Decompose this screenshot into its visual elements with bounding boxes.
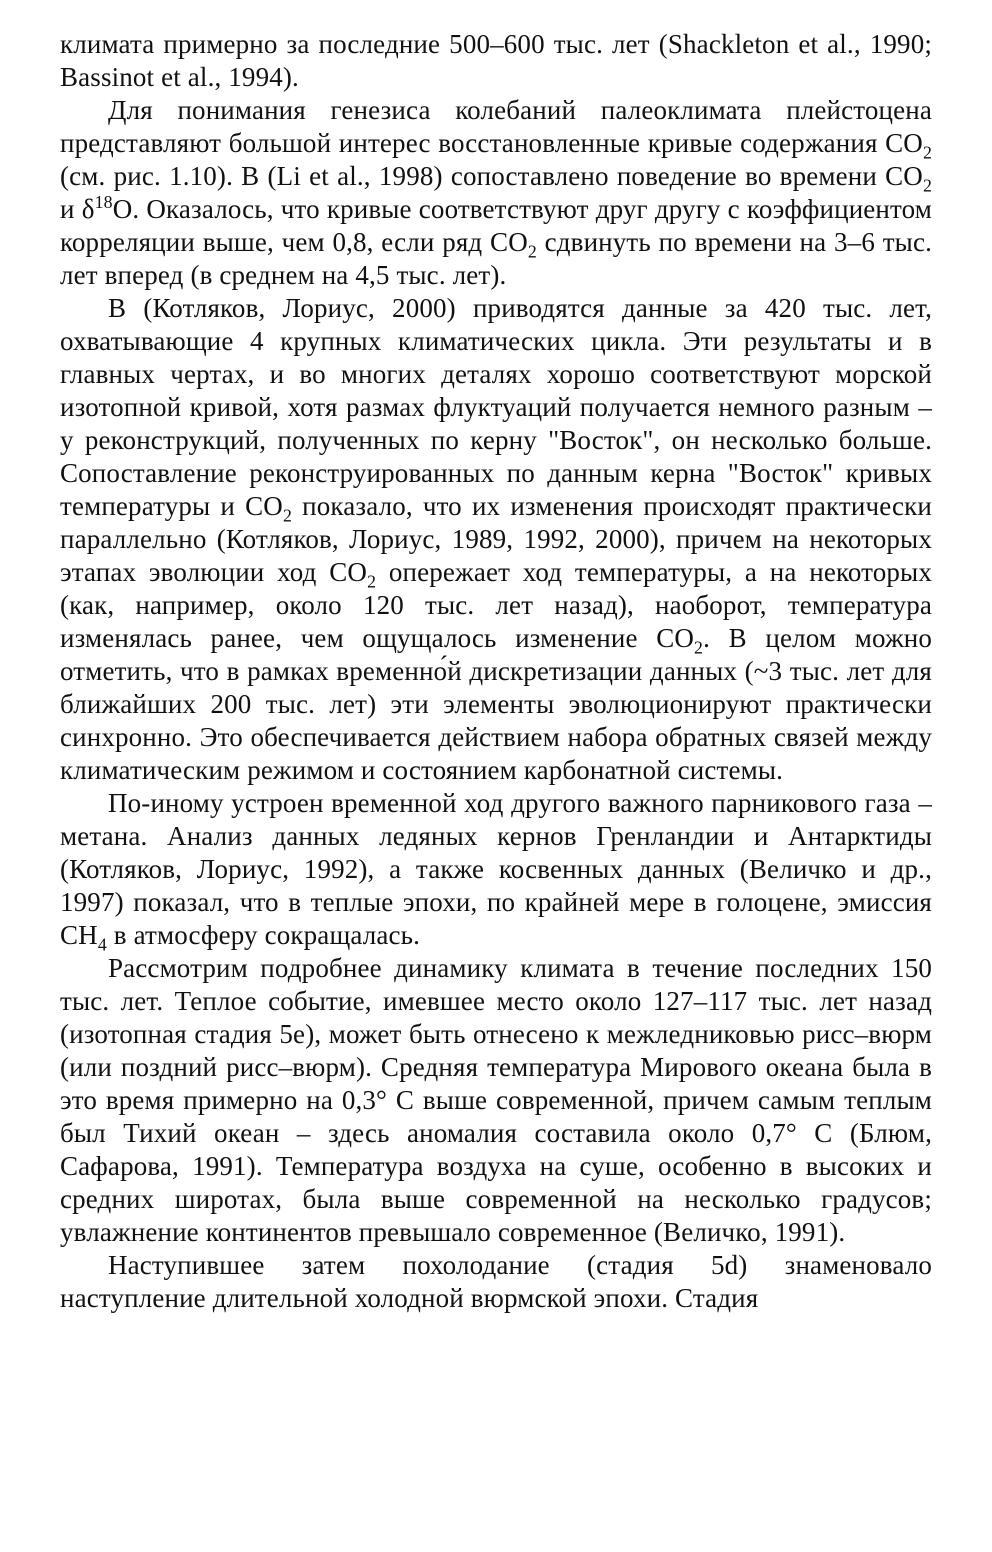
text-run: сдвинуть по времени на 3–6 тыс. лет вперед (в среднем на 4,5 тыс. лет). <box>60 227 932 290</box>
text-run: Наступившее затем похолодание (стадия 5d) знаменовало наступление длительной холодной вюрмской эпохи. Стадия <box>60 1250 932 1313</box>
paragraph <box>60 952 932 1249</box>
subscript: 2 <box>694 637 704 658</box>
paragraph <box>60 1249 932 1315</box>
text-run: В (Котляков, Лориус, 2000) приводятся данные за 420 тыс. лет, охватывающие 4 крупных климатических цикла. Эти результаты и в главных чертах, и во многих деталях хорошо соответствуют морской изотопной кривой, хотя размах флуктуаций получается немного разным – у реконструкций, полученных по керну "Восток", он несколько больше. Сопоставление реконструированных по данным керна "Восток" кривых температуры и CO <box>60 293 932 521</box>
subscript: 2 <box>282 505 293 526</box>
text-run: (см. рис. 1.10). В (Li et al., 1998) сопоставлено поведение во времени CO <box>60 161 923 191</box>
subscript: 2 <box>922 142 932 163</box>
text-run: климата примерно за последние 500–600 тыс. лет (Shackleton et al., 1990; Bassinot et al., 1994). <box>60 29 932 92</box>
text-run: в атмосферу сокращалась. <box>106 920 421 950</box>
document-page <box>60 28 932 1315</box>
paragraph <box>60 28 932 94</box>
text-run: Для понимания генезиса колебаний палеоклимата плейстоцена представляют большой интерес восстановленные кривые содержания CO <box>60 95 932 158</box>
paragraph <box>60 787 932 955</box>
paragraph <box>60 94 932 292</box>
text-run: опережает ход температуры, а на некоторых (как, например, около 120 тыс. лет назад), наоборот, температура изменялась ранее, чем ощущалось изменение CO <box>60 557 932 653</box>
paragraph <box>60 292 932 787</box>
subscript: 2 <box>367 571 377 592</box>
text-run: Рассмотрим подробнее динамику климата в течение последних 150 тыс. лет. Теплое событие, имевшее место около 127–117 тыс. лет назад (изотопная стадия 5е), может быть отнесено к межледниковью рисс–вюрм (или поздний рисс–вюрм). Средняя температура Мирового океана была в это время примерно на 0,3° С выше современной, причем самым теплым был Тихий океан – здесь аномалия составила около 0,7° С (Блюм, Сафарова, 1991). Температура воздуха на суше, особенно в высоких и средних широтах, была выше современной на несколько градусов; увлажнение континентов превышало современное (Величко, 1991). <box>60 953 932 1247</box>
text-run: и δ <box>60 194 95 224</box>
subscript: 2 <box>527 241 537 262</box>
text-run: По-иному устроен временной ход другого важного парникового газа – метана. Анализ данных ледяных кернов Гренландии и Антарктиды (Котляков, Лориус, 1992), а также косвенных данных (Величко и др., 1997) показал, что в теплые эпохи, по крайней мере в голоцене, эмиссия CH <box>60 788 932 950</box>
subscript: 4 <box>97 934 107 955</box>
superscript: 18 <box>94 192 113 212</box>
text-run: O. Оказалось, что кривые соответствуют друг другу с коэффициентом корреляции выше, чем 0,8, если ряд CO <box>60 194 932 257</box>
text-run: показало, что их изменения происходят практически параллельно (Котляков, Лориус, 1989, 1992, 2000), причем на некоторых этапах эволюции ход CO <box>60 491 933 587</box>
text-run: . В целом можно отметить, что в рамках временно́й дискретизации данных (~3 тыс. лет для ближайших 200 тыс. лет) эти элементы эволюционируют практически синхронно. Это обеспечивается действием набора обратных связей между климатическим режимом и состоянием карбонатной системы. <box>60 623 932 785</box>
subscript: 2 <box>922 175 932 196</box>
